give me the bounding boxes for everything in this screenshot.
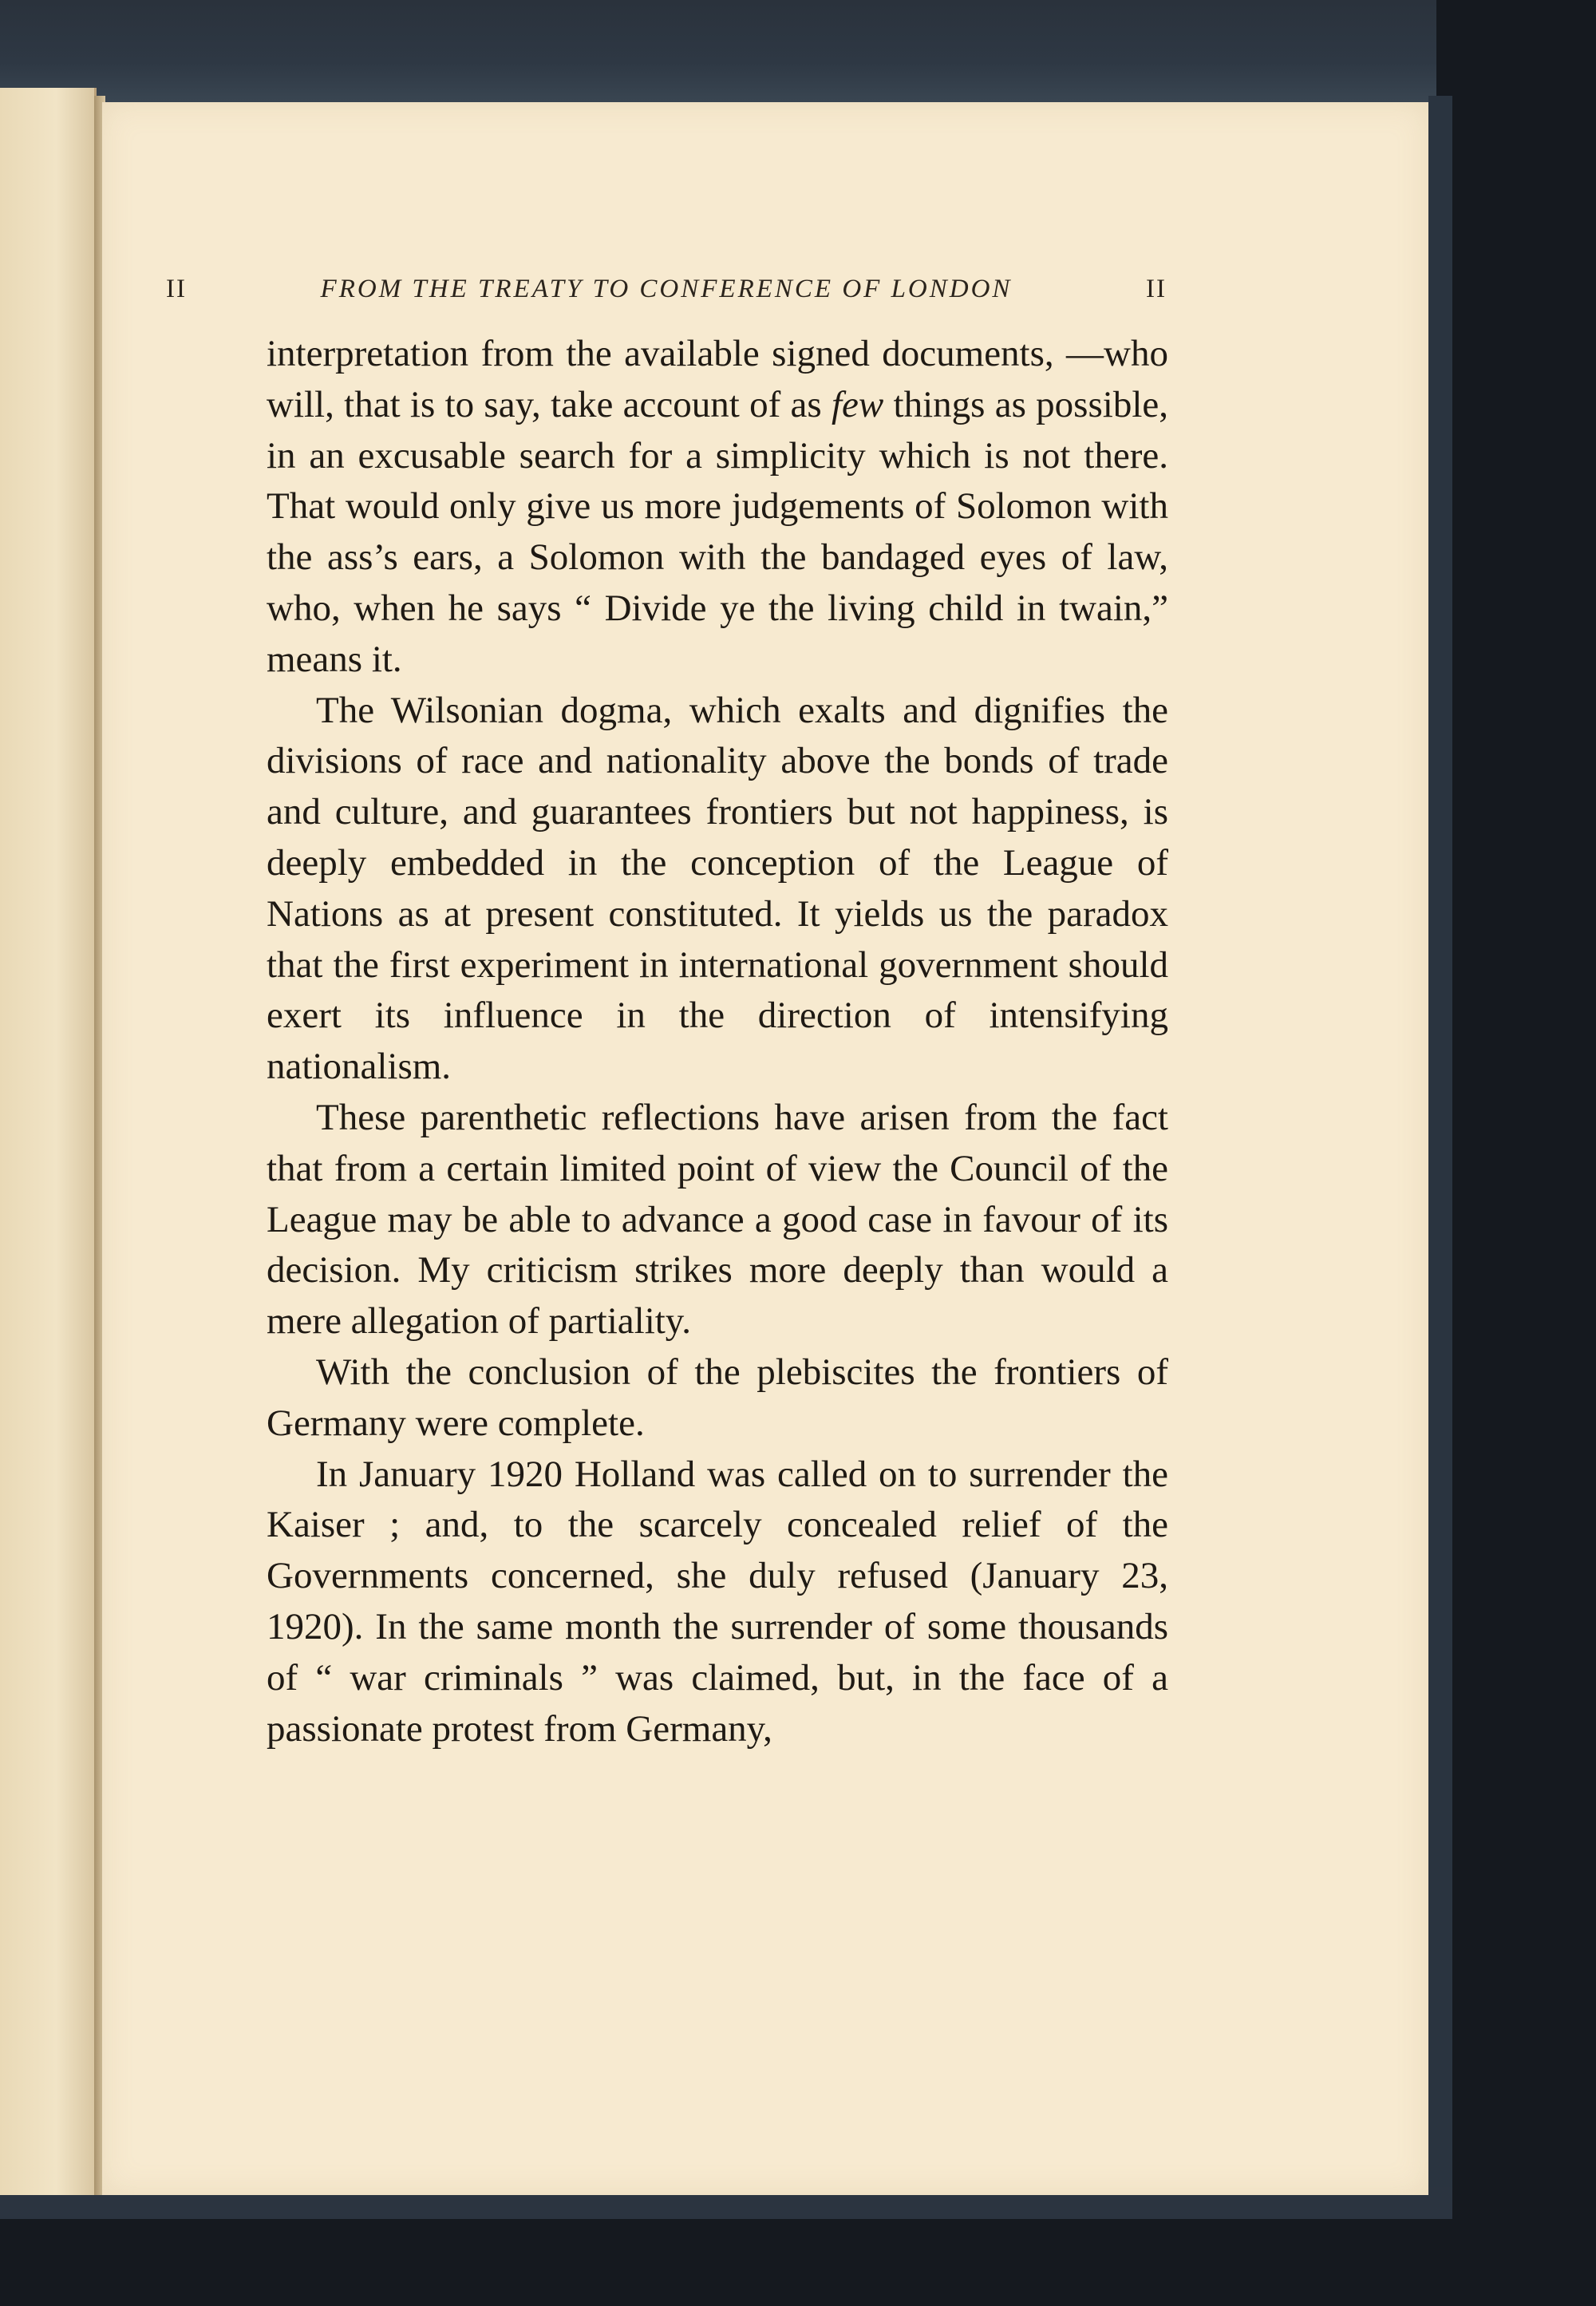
running-head-title: FROM THE TREATY TO CONFERENCE OF LONDON [320, 275, 1013, 303]
paragraph-4: With the conclusion of the plebiscites the frontiers of Germany were complete. [267, 1351, 1168, 1444]
book-cover-top [0, 0, 1436, 104]
paragraph-1-emphasis: few [831, 383, 884, 425]
paragraph-2: The Wilsonian dogma, which exalts and dignifies the divisions of race and nationality above the bonds of trade and culture, and guarantees frontiers but not happiness, is deeply embedded in the conception of the League of Nations as at present constituted. It yields us the paradox that the first experiment in international government should exert its influence in the direction of intensifying nationalism. [267, 689, 1168, 1088]
running-head [166, 275, 1167, 310]
paragraph-3: These parenthetic reflections have arisen from the fact that from a certain limited point of view the Council of the League may be able to advance a good case in favour of its decision. My criticism strikes more deeply than would a mere allegation of partiality. [267, 1096, 1168, 1343]
paragraph-5: In January 1920 Holland was called on to surrender the Kaiser ; and, to the scarcely concealed relief of the Governments concerned, she duly refused (January 23, 1920). In the same month the surrender of some thousands of “ war criminals ” was claimed, but, in the face of a passionate protest from Germany, [267, 1453, 1168, 1750]
paragraph-1-part-2: things as possible, in an excusable search for a simplicity which is not there. That would only give us more judgements of Solomon with the ass’s ears, a Solomon with the bandaged eyes of law, who, when he says “ Divide ye the living child in twain,” means it. [267, 383, 1168, 680]
book-cover-right-edge [1428, 96, 1452, 2219]
paragraph-1-part-1: interpretation from the available signed documents, —who will, that is to say, take account of as [267, 333, 1168, 425]
chapter-number-left: II [166, 275, 187, 303]
paragraph-1 [267, 329, 1168, 686]
chapter-number-right: II [1146, 275, 1167, 303]
facing-page-edge [0, 88, 97, 2195]
body-text [267, 329, 1168, 1754]
